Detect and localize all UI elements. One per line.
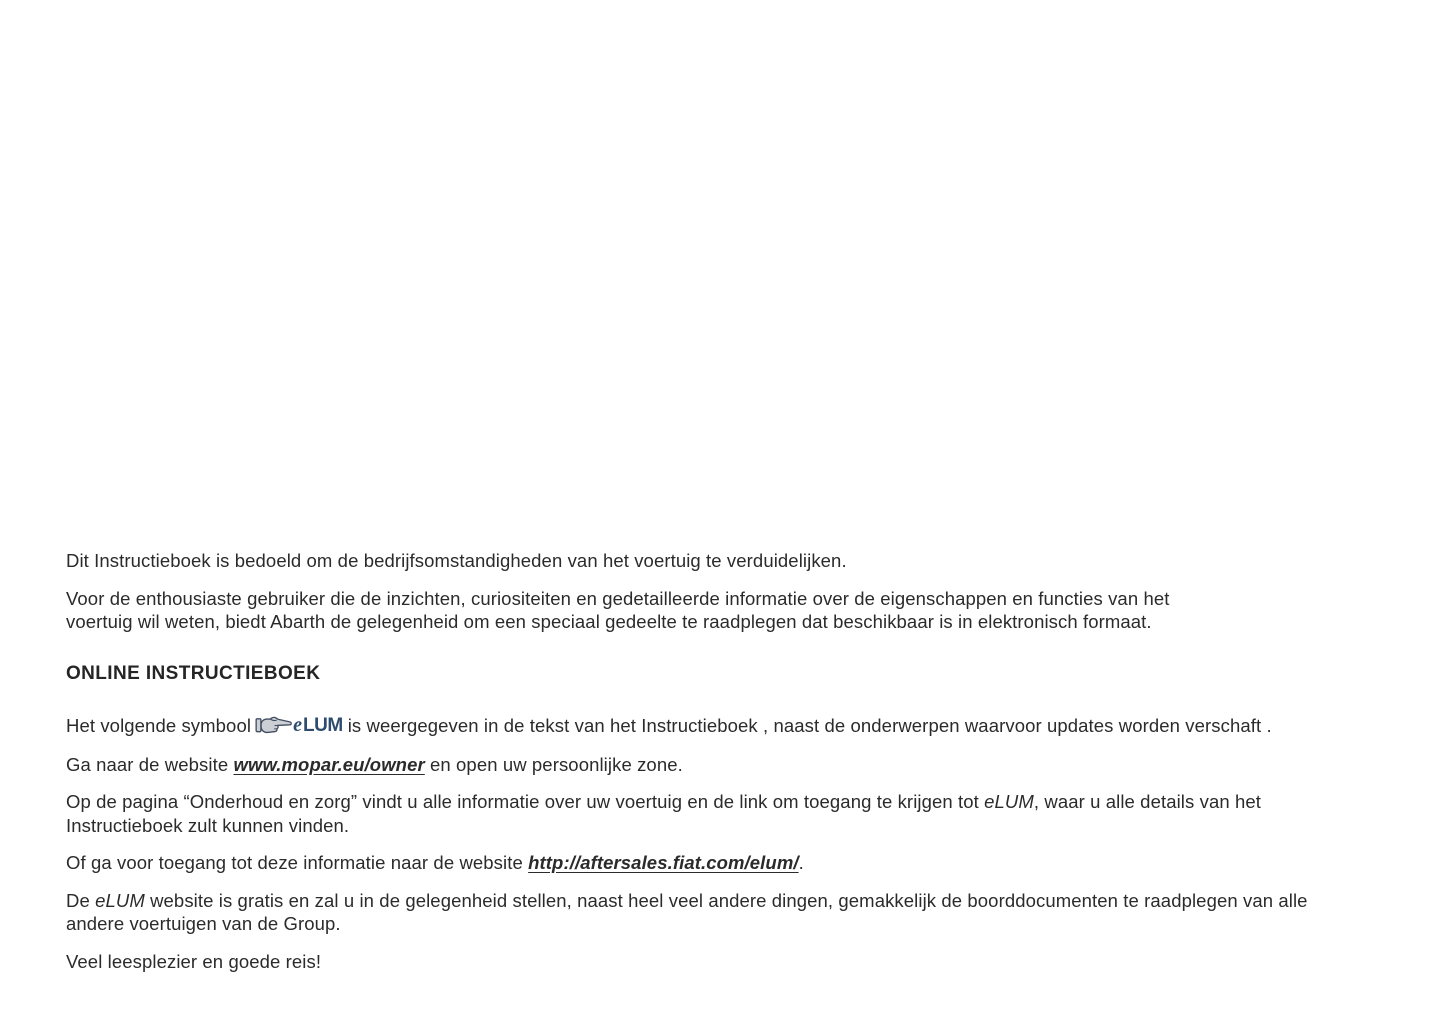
symbol-text-before: Het volgende symbool [66, 714, 252, 736]
aftersales-link[interactable]: http://aftersales.fiat.com/elum/ [528, 852, 799, 873]
website-text-line2: andere voertuigen van de Group. [66, 913, 341, 934]
onderhoud-text-line2: Instructieboek zult kunnen vinden. [66, 814, 350, 836]
mopar-link[interactable]: www.mopar.eu/owner [233, 753, 425, 775]
elum-symbol [255, 712, 343, 739]
elum-logo [293, 715, 343, 735]
aftersales-text-before: Of ga voor toegang tot deze informatie naar de website [66, 852, 529, 873]
symbol-text-after: is weergegeven in de tekst van het Instructieboek , naast de onderwerpen waarvoor updates worden verschaft . [347, 714, 1272, 736]
aftersales-text-after: . [798, 852, 804, 873]
intro-paragraph-2-line2: voertuig wil weten, biedt Abarth de gelegenheid om een speciaal gedeelte te raadplegen dat beschikbaar is in elektronisch formaat. [66, 611, 1152, 632]
website-text-before: De [66, 889, 96, 911]
onderhoud-text-line1: Op de pagina “Onderhoud en zorg” vindt u alle informatie over uw voertuig en de link om toegang te krijgen tot [66, 791, 985, 812]
mopar-text-after: en open uw persoonlijke zone. [424, 753, 683, 775]
symbol-paragraph [66, 712, 1385, 739]
intro-paragraph-2-line1: Voor de enthousiaste gebruiker die de inzichten, curiositeiten en gedetailleerde informatie over de eigenschappen en functies van het [66, 587, 1170, 609]
intro-paragraph-2 [66, 587, 1385, 634]
website-text-line1-after: website is gratis en zal u in de gelegenheid stellen, naast heel veel andere dingen, gemakkelijk de boorddocumenten te raadplegen van alle [144, 889, 1308, 911]
onderhoud-paragraph [66, 790, 1385, 837]
mopar-text-before: Ga naar de website [66, 753, 234, 775]
elum-logo-e: e [293, 714, 303, 736]
section-heading: ONLINE INSTRUCTIEBOEK [66, 662, 321, 684]
closing-line: Veel leesplezier en goede reis! [66, 950, 322, 972]
aftersales-paragraph [66, 851, 1385, 875]
onderhoud-text-line1-after: , waar u alle details van het [1033, 791, 1261, 812]
intro-paragraph-1: Dit Instructieboek is bedoeld om de bedrijfsomstandigheden van het voertuig te verduidelijken. [66, 550, 847, 571]
mopar-paragraph [66, 753, 1385, 777]
pointing-hand-icon [255, 712, 293, 739]
elum-website-paragraph [66, 889, 1385, 936]
elum-name-italic-2: eLUM [95, 889, 145, 911]
elum-logo-lum: LUM [303, 715, 343, 736]
elum-name-italic: eLUM [984, 791, 1034, 812]
